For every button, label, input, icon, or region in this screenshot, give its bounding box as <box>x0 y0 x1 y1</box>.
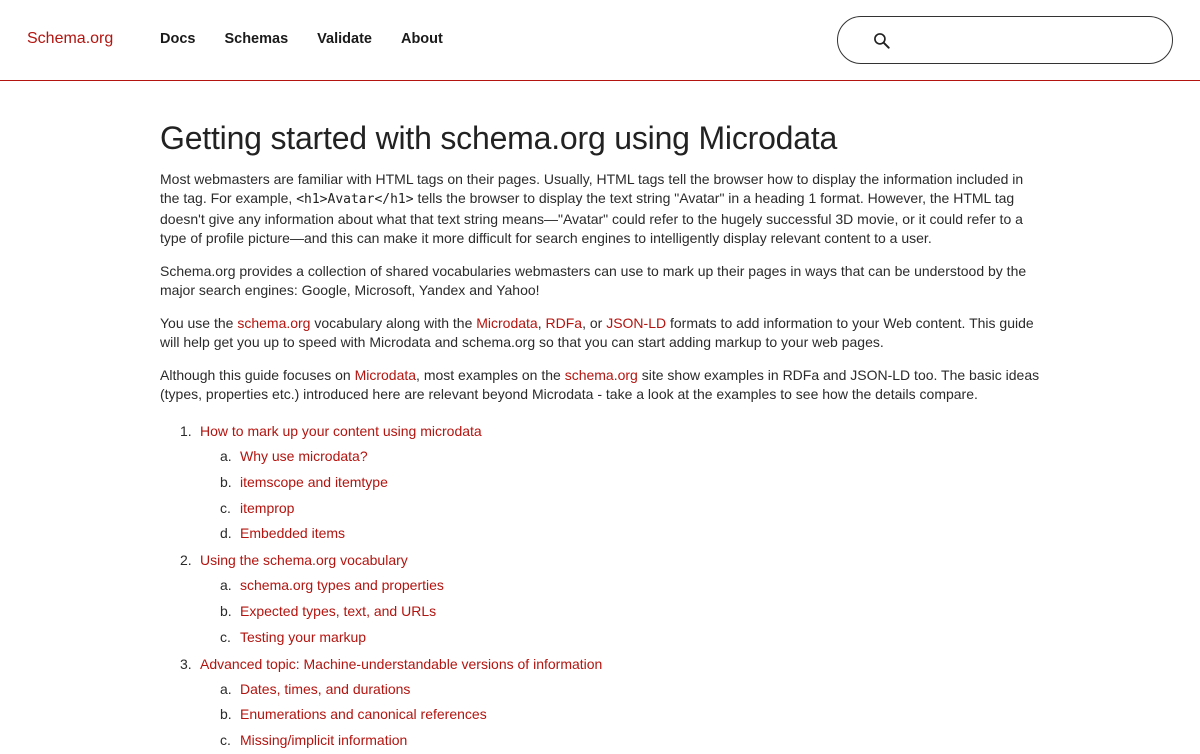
p3-text-2: vocabulary along with the <box>310 314 477 331</box>
p3-text-1: You use the <box>160 314 238 331</box>
main-nav <box>160 31 443 47</box>
toc-item <box>180 547 1040 650</box>
toc-link-3[interactable]: Advanced topic: Machine-understandable versions of information <box>200 655 603 672</box>
toc-subnumber: a. <box>220 447 232 464</box>
toc-sublist <box>220 677 1040 754</box>
rdfa-link[interactable]: RDFa <box>545 314 583 331</box>
toc-number: 3. <box>180 655 192 672</box>
toc-subitem <box>220 599 1040 625</box>
p1-text-2: tells the browser to display the text string "Avatar" in a heading 1 format. However, the HTML tag doesn't give any information about what that text string means—"Avatar" could refer to the hugely successful 3D movie, or it could refer to a type of profile picture—and this can make it more difficult for search engines to intelligently display relevant content to a user. <box>160 190 1023 246</box>
intro-paragraph <box>160 170 1040 248</box>
toc-link-2c[interactable]: Testing your markup <box>240 628 367 645</box>
toc-subitem <box>220 702 1040 728</box>
toc-item <box>180 418 1040 547</box>
toc-link-3c[interactable]: Missing/implicit information <box>240 732 408 749</box>
toc-sublist <box>220 573 1040 650</box>
search-icon <box>872 31 892 51</box>
p1-text-1: Most webmasters are familiar with HTML tags on their pages. Usually, HTML tags tell the browser how to display the information included in the tag. For example, <box>160 171 1024 207</box>
table-of-contents <box>180 418 1040 754</box>
toc-subnumber: d. <box>220 525 232 542</box>
nav-docs[interactable]: Docs <box>160 31 196 47</box>
nav-validate[interactable]: Validate <box>317 31 372 47</box>
toc-subitem <box>220 677 1040 703</box>
toc-link-3b[interactable]: Enumerations and canonical references <box>240 706 487 723</box>
toc-subnumber: c. <box>220 732 231 749</box>
toc-subnumber: c. <box>220 628 231 645</box>
inline-code: <h1>Avatar</h1> <box>296 192 414 208</box>
formats-paragraph <box>160 314 1040 353</box>
toc-subitem <box>220 521 1040 547</box>
toc-subitem <box>220 444 1040 470</box>
toc-number: 1. <box>180 422 192 439</box>
microdata-link[interactable]: Microdata <box>476 314 538 331</box>
toc-item <box>180 651 1040 754</box>
toc-sublist <box>220 444 1040 547</box>
main-content <box>160 118 1040 754</box>
microdata-link-2[interactable]: Microdata <box>354 366 417 383</box>
toc-link-1[interactable]: How to mark up your content using microdata <box>200 422 482 439</box>
json-ld-link[interactable]: JSON-LD <box>606 314 667 331</box>
search-box[interactable] <box>837 16 1173 64</box>
schema-org-link-2[interactable]: schema.org <box>564 366 638 383</box>
p3-text-5: formats to add information to your Web content. This guide will help get you up to speed with Microdata and schema.org so that you can start adding markup to your web pages. <box>160 314 1034 351</box>
toc-subitem <box>220 573 1040 599</box>
toc-number: 2. <box>180 552 192 569</box>
search-input[interactable] <box>908 25 1158 55</box>
p4-text-1: Although this guide focuses on <box>160 366 355 383</box>
toc-subitem <box>220 728 1040 754</box>
nav-about[interactable]: About <box>400 31 443 47</box>
schema-org-link[interactable]: schema.org <box>237 314 311 331</box>
toc-link-2b[interactable]: Expected types, text, and URLs <box>240 602 437 619</box>
nav-schemas[interactable]: Schemas <box>224 31 289 47</box>
toc-link-1c[interactable]: itemprop <box>240 499 295 516</box>
site-logo-link[interactable]: Schema.org <box>27 30 114 47</box>
toc-link-2[interactable]: Using the schema.org vocabulary <box>200 552 408 569</box>
toc-subnumber: b. <box>220 473 232 490</box>
site-header <box>0 0 1200 81</box>
toc-link-3a[interactable]: Dates, times, and durations <box>240 680 411 697</box>
toc-subitem <box>220 625 1040 651</box>
toc-link-1d[interactable]: Embedded items <box>240 525 346 542</box>
p4-text-3: site show examples in RDFa and JSON-LD too. The basic ideas (types, properties etc.) introduced here are relevant beyond Microdata - take a look at the examples to see how the details compare. <box>160 366 1040 403</box>
toc-subitem <box>220 470 1040 496</box>
toc-subnumber: b. <box>220 706 232 723</box>
toc-link-1b[interactable]: itemscope and itemtype <box>240 473 388 490</box>
p3-text-4: , or <box>582 314 607 331</box>
page-title: Getting started with schema.org using Microdata <box>160 120 838 156</box>
toc-subnumber: a. <box>220 680 232 697</box>
vocabularies-paragraph: Schema.org provides a collection of shared vocabularies webmasters can use to mark up their pages in ways that can be understood by the major search engines: Google, Microsoft, Yandex and Yahoo! <box>160 262 1027 298</box>
p4-text-2: , most examples on the <box>416 366 565 383</box>
toc-link-2a[interactable]: schema.org types and properties <box>240 577 444 594</box>
toc-subnumber: a. <box>220 577 232 594</box>
focus-paragraph <box>160 366 1040 405</box>
toc-link-1a[interactable]: Why use microdata? <box>240 447 368 464</box>
toc-subitem <box>220 496 1040 522</box>
toc-subnumber: c. <box>220 499 231 516</box>
p3-text-3: , <box>537 314 546 331</box>
toc-subnumber: b. <box>220 602 232 619</box>
